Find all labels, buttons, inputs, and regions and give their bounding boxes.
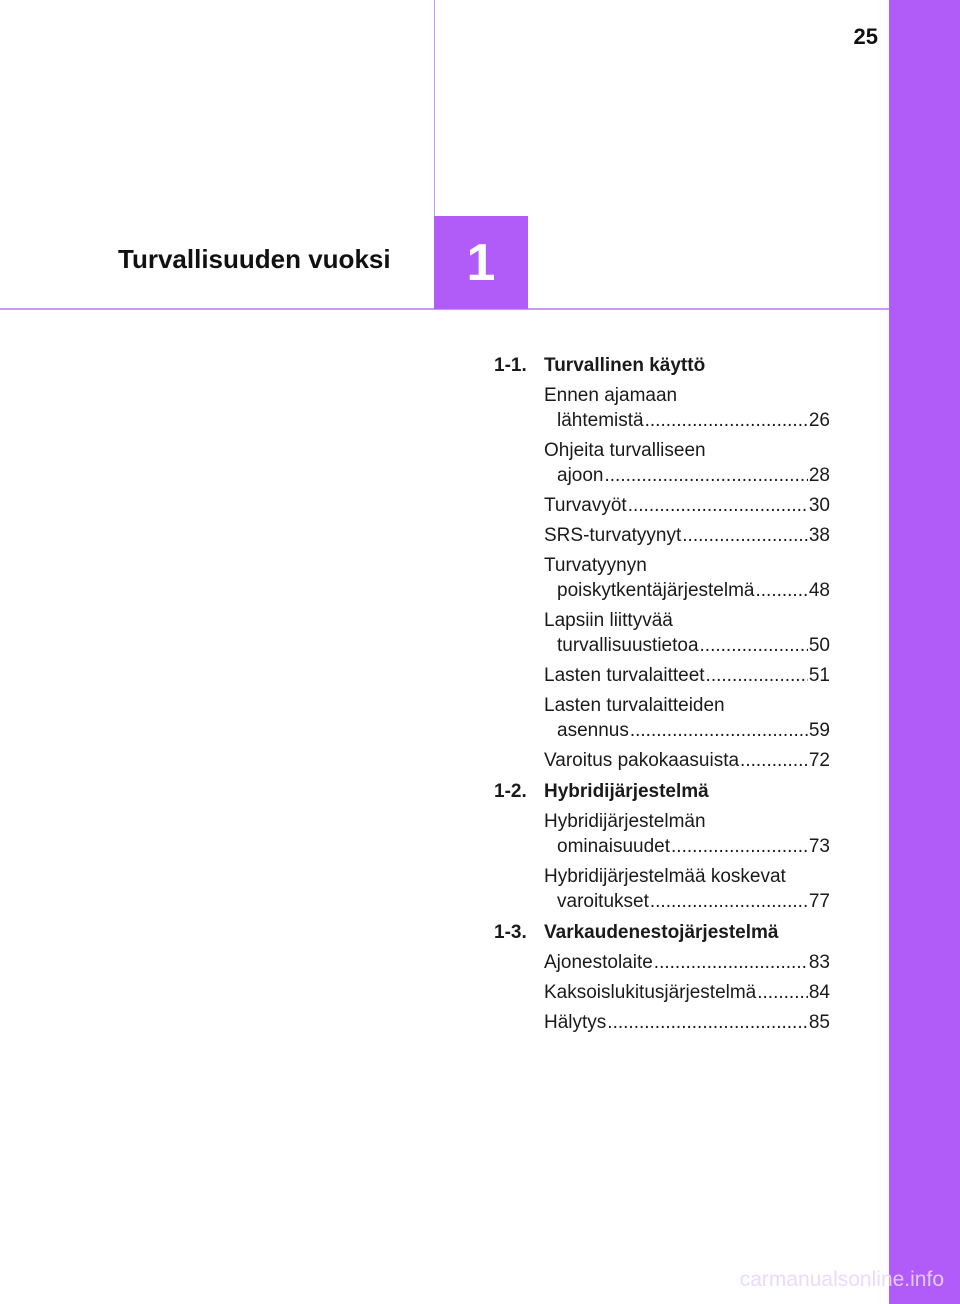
dot-leader — [740, 748, 808, 773]
entry-title: turvallisuustietoa — [557, 635, 699, 656]
dot-leader — [605, 463, 808, 488]
entry-title: Lasten turvalaitteet — [544, 665, 705, 686]
entry-page-number: 38 — [808, 525, 830, 546]
entry-title: SRS-turvatyynyt — [544, 525, 682, 546]
toc-entry[interactable] — [544, 693, 830, 743]
section-number: 1-3. — [494, 922, 527, 943]
entry-page-number: 85 — [808, 1012, 830, 1033]
entry-title: Turvavyöt — [544, 495, 627, 516]
toc-section-heading[interactable] — [494, 353, 830, 378]
entry-title-line: Hybridijärjestelmää koskevat — [544, 866, 786, 887]
table-of-contents — [494, 353, 830, 1035]
toc-entry[interactable] — [544, 864, 830, 914]
entry-title-line: Ohjeita turvalliseen — [544, 440, 706, 461]
chapter-number-box — [434, 216, 528, 309]
toc-entry[interactable] — [544, 980, 830, 1005]
toc-entry[interactable] — [544, 950, 830, 975]
entry-page-number: 26 — [808, 410, 830, 431]
dot-leader — [607, 1010, 808, 1035]
entry-title-line: Ennen ajamaan — [544, 385, 678, 406]
toc-entry[interactable] — [544, 608, 830, 658]
dot-leader — [650, 889, 808, 914]
toc-entry[interactable] — [544, 1010, 830, 1035]
dot-leader — [706, 663, 808, 688]
dot-leader — [700, 633, 808, 658]
dot-leader — [671, 834, 808, 859]
entry-page-number: 83 — [808, 952, 830, 973]
entry-title-line: Lasten turvalaitteiden — [544, 695, 725, 716]
toc-entry[interactable] — [544, 438, 830, 488]
entry-title: asennus — [557, 720, 629, 741]
entry-page-number: 59 — [808, 720, 830, 741]
entry-title-line: Turvatyynyn — [544, 555, 647, 576]
dot-leader — [682, 523, 808, 548]
dot-leader — [630, 718, 808, 743]
chapter-title: Turvallisuuden vuoksi — [118, 244, 391, 274]
toc-entry[interactable] — [544, 809, 830, 859]
page-number: 25 — [853, 24, 878, 49]
entry-page-number: 48 — [808, 580, 830, 601]
dot-leader — [755, 578, 807, 603]
entry-title: Ajonestolaite — [544, 952, 653, 973]
entry-page-number: 73 — [808, 836, 830, 857]
section-title: Turvallinen käyttö — [544, 355, 706, 376]
entry-title: Kaksoislukitusjärjestelmä — [544, 982, 757, 1003]
entry-page-number: 50 — [808, 635, 830, 656]
entry-title: ajoon — [557, 465, 604, 486]
dot-leader — [654, 950, 808, 975]
toc-entry[interactable] — [544, 383, 830, 433]
entry-title: Hälytys — [544, 1012, 607, 1033]
entry-page-number: 51 — [808, 665, 830, 686]
dot-leader — [757, 980, 808, 1005]
section-title: Hybridijärjestelmä — [544, 781, 709, 802]
section-number: 1-1. — [494, 355, 527, 376]
entry-page-number: 77 — [808, 891, 830, 912]
entry-title: Varoitus pakokaasuista — [544, 750, 740, 771]
chapter-number: 1 — [466, 233, 496, 292]
dot-leader — [645, 408, 808, 433]
section-number: 1-2. — [494, 781, 527, 802]
entry-title: ominaisuudet — [557, 836, 671, 857]
toc-section-heading[interactable] — [494, 779, 830, 804]
chapter-side-tab — [889, 0, 960, 1304]
toc-entry[interactable] — [544, 663, 830, 688]
section-title: Varkaudenestojärjestelmä — [544, 922, 779, 943]
entry-page-number: 84 — [808, 982, 830, 1003]
entry-title: lähtemistä — [557, 410, 644, 431]
toc-section-heading[interactable] — [494, 920, 830, 945]
entry-title: varoitukset — [557, 891, 649, 912]
entry-page-number: 30 — [808, 495, 830, 516]
dot-leader — [628, 493, 808, 518]
toc-entry[interactable] — [544, 523, 830, 548]
toc-entry[interactable] — [544, 748, 830, 773]
entry-page-number: 72 — [808, 750, 830, 771]
toc-entry[interactable] — [544, 553, 830, 603]
entry-title-line: Lapsiin liittyvää — [544, 610, 673, 631]
header-divider-vertical — [434, 0, 435, 216]
watermark: carmanualsonline.info — [739, 1268, 944, 1291]
toc-entry[interactable] — [544, 493, 830, 518]
entry-title-line: Hybridijärjestelmän — [544, 811, 706, 832]
entry-title: poiskytkentäjärjestelmä — [557, 580, 755, 601]
entry-page-number: 28 — [808, 465, 830, 486]
